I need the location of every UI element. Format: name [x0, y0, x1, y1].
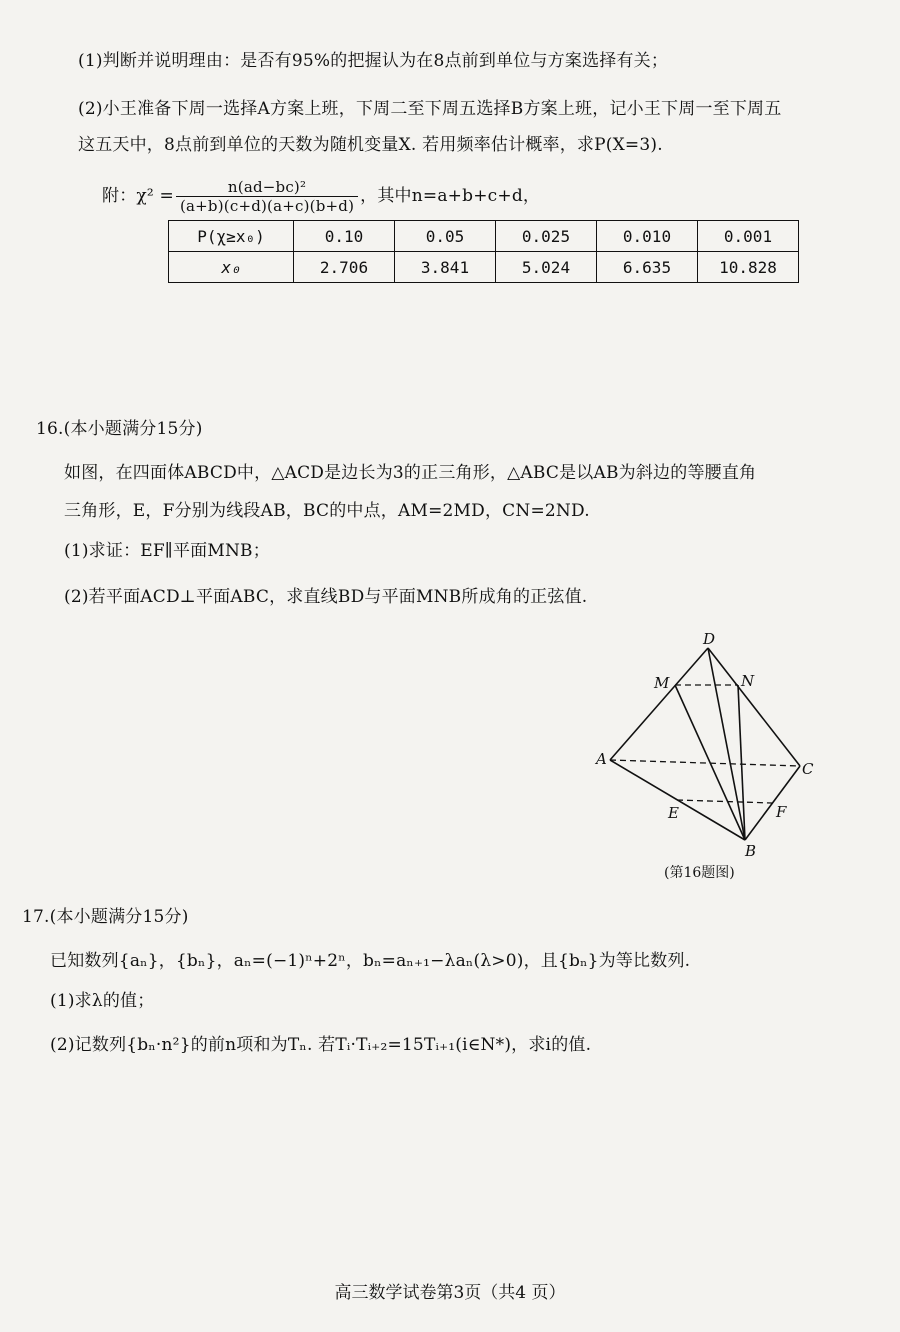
table-cell: 0.10	[294, 221, 395, 252]
label-D: D	[703, 630, 716, 648]
label-F: F	[776, 803, 787, 821]
q17-heading: 17.(本小题满分15分)	[22, 907, 189, 927]
formula-prefix: 附：χ² =	[102, 186, 174, 206]
segment-NB	[738, 685, 745, 840]
label-B: B	[745, 842, 757, 858]
edge-AD	[610, 648, 708, 760]
table-cell: 2.706	[294, 252, 395, 283]
label-N: N	[741, 672, 755, 690]
table-cell: 0.025	[496, 221, 597, 252]
table-row-values	[169, 252, 799, 283]
table-cell: 10.828	[698, 252, 799, 283]
label-C: C	[802, 760, 814, 778]
label-E: E	[668, 804, 679, 822]
table-cell: 3.841	[395, 252, 496, 283]
q17-part2: (2)记数列{bₙ·n²}的前n项和为Tₙ. 若Tᵢ·Tᵢ₊₂=15Tᵢ₊₁(i∈N*)，求i的值.	[50, 1035, 592, 1055]
label-A: A	[596, 750, 607, 768]
q15-formula	[102, 174, 540, 218]
table-header-prob: P(χ≥x₀)	[169, 221, 294, 252]
table-cell: 6.635	[597, 252, 698, 283]
table-cell: 0.010	[597, 221, 698, 252]
edge-DC	[708, 648, 800, 766]
formula-suffix: ，其中n=a+b+c+d，	[360, 186, 541, 206]
q15-part2-line2: 这五天中，8点前到单位的天数为随机变量X. 若用频率估计概率，求P(X=3).	[78, 135, 663, 155]
q15-part2-line1: (2)小王准备下周一选择A方案上班，下周二至下周五选择B方案上班，记小王下周一至下周五	[78, 99, 782, 119]
page-footer: 高三数学试卷第3页（共4 页）	[334, 1283, 566, 1303]
segment-EF-hidden	[677, 800, 772, 803]
q16-part1: (1)求证：EF∥平面MNB；	[64, 541, 270, 561]
q15-part1: (1)判断并说明理由：是否有95%的把握认为在8点前到单位与方案选择有关；	[78, 51, 669, 71]
edge-DB	[708, 648, 745, 840]
q16-heading: 16.(本小题满分15分)	[36, 419, 203, 439]
formula-numerator: n(ad−bc)²	[227, 178, 307, 196]
table-cell: 0.001	[698, 221, 799, 252]
table-header-x0: x₀	[169, 252, 294, 283]
edge-AC-hidden	[610, 760, 800, 766]
formula-fraction	[176, 178, 358, 215]
q17-stem: 已知数列{aₙ}，{bₙ}，aₙ=(−1)ⁿ+2ⁿ，bₙ=aₙ₊₁−λaₙ(λ>0)，且{bₙ}为等比数列.	[50, 951, 691, 971]
formula-denominator: (a+b)(c+d)(a+c)(b+d)	[176, 196, 358, 215]
table-cell: 0.05	[395, 221, 496, 252]
q16-stem-line2: 三角形，E，F分别为线段AB，BC的中点，AM=2MD，CN=2ND.	[64, 501, 590, 521]
chi-square-table	[168, 220, 799, 283]
edge-CB	[745, 766, 800, 840]
label-M: M	[654, 674, 670, 692]
q17-part1: (1)求λ的值；	[50, 991, 155, 1011]
q16-part2: (2)若平面ACD⊥平面ABC，求直线BD与平面MNB所成角的正弦值.	[64, 587, 588, 607]
q16-stem-line1: 如图，在四面体ABCD中，△ACD是边长为3的正三角形，△ABC是以AB为斜边的等腰直角	[64, 463, 757, 483]
table-row-prob	[169, 221, 799, 252]
table-cell: 5.024	[496, 252, 597, 283]
figure-caption: (第16题图)	[664, 865, 735, 881]
tetrahedron-figure	[590, 628, 830, 858]
